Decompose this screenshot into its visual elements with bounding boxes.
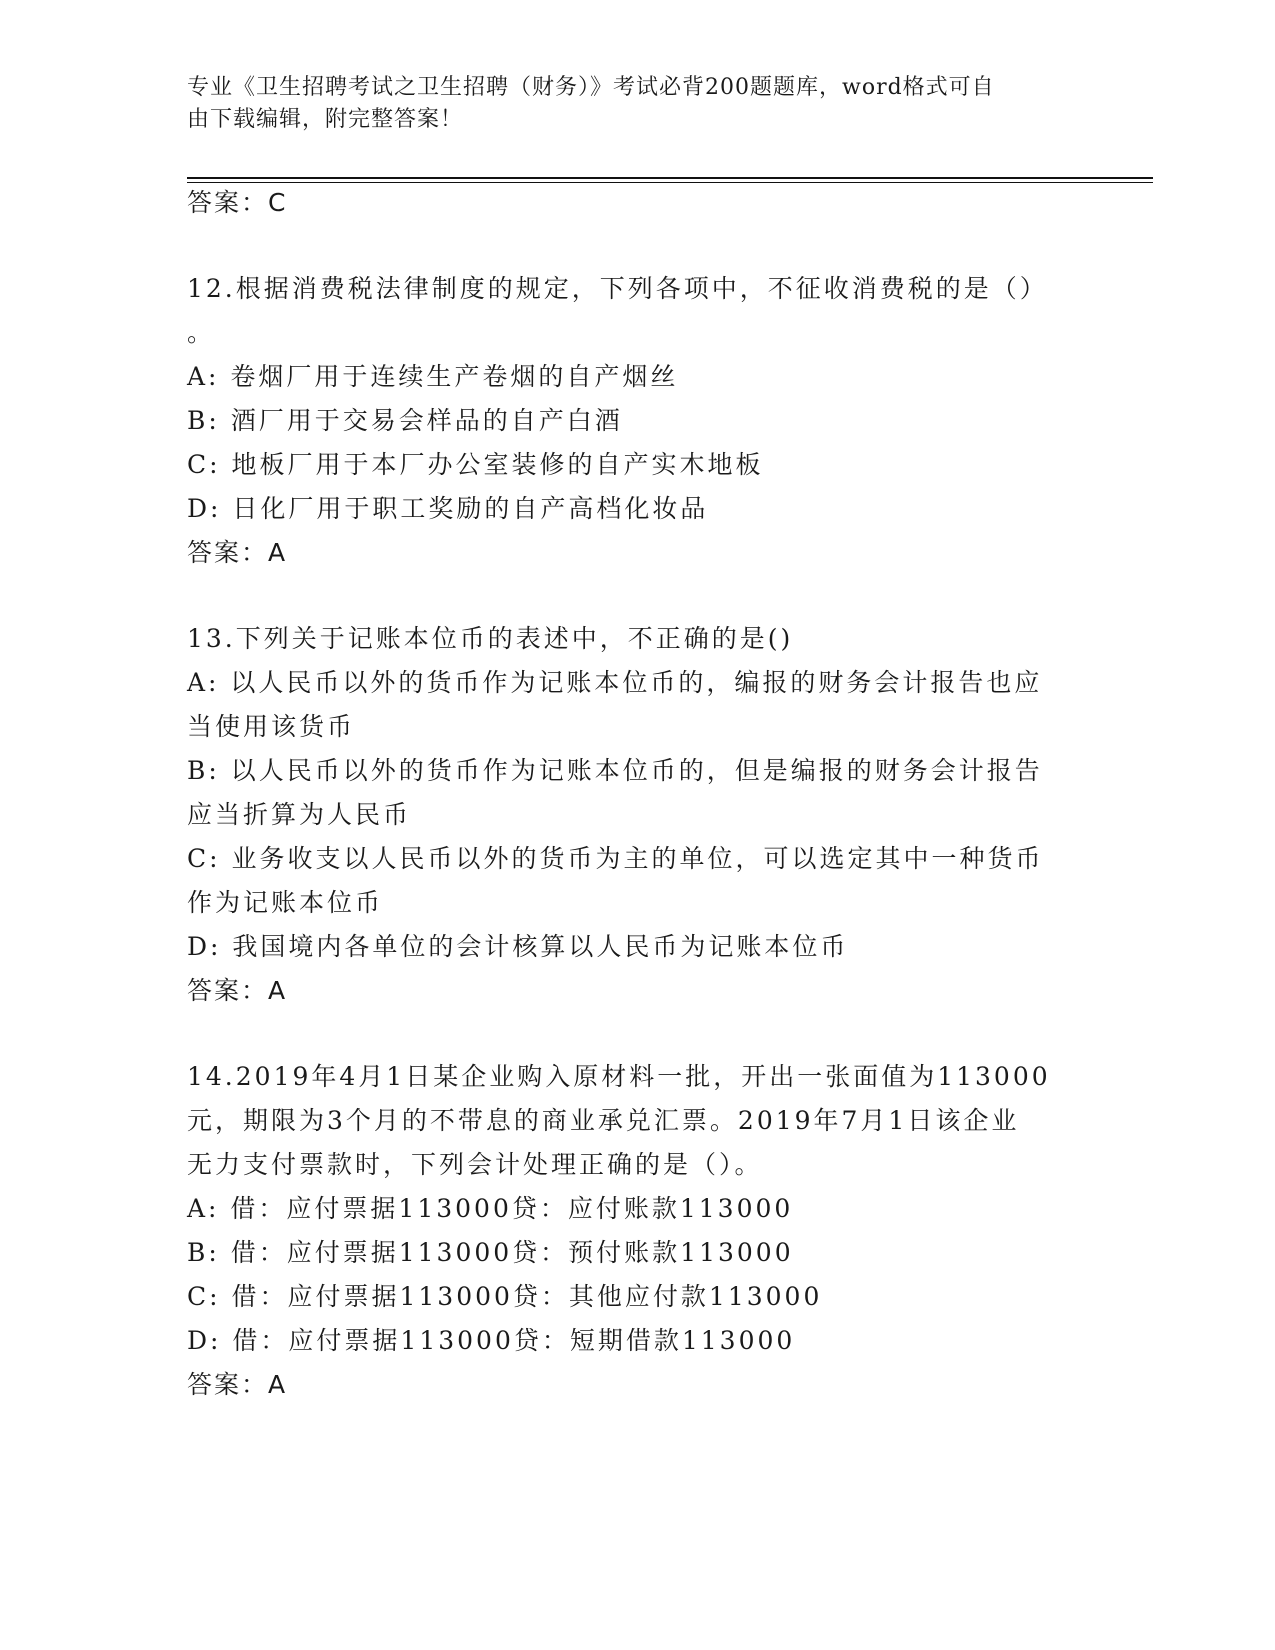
q12-option-b: B: 酒厂用于交易会样品的自产白酒 (187, 406, 623, 435)
header-line-1: 专业《卫生招聘考试之卫生招聘（财务）》考试必背200题题库，word格式可自 (187, 75, 995, 100)
q14-stem-line-3: 无力支付票款时，下列会计处理正确的是（）。 (187, 1150, 763, 1179)
q14-option-d: D: 借：应付票据113000贷：短期借款113000 (187, 1326, 796, 1355)
answer-11: 答案：C (187, 188, 288, 217)
q12-option-c: C: 地板厂用于本厂办公室装修的自产实木地板 (187, 450, 764, 479)
document-header (187, 72, 1067, 136)
q13-option-d: D: 我国境内各单位的会计核算以人民币为记账本位币 (187, 932, 849, 961)
q14-answer: 答案：A (187, 1370, 288, 1399)
header-line-2: 由下载编辑，附完整答案！ (187, 107, 464, 132)
q13-option-b-line-2: 应当折算为人民币 (187, 800, 412, 829)
q13-stem: 13.下列关于记账本位币的表述中，不正确的是() (187, 624, 794, 653)
header-rule-thin (187, 182, 1153, 183)
q13-option-b-line-1: B: 以人民币以外的货币作为记账本位币的，但是编报的财务会计报告 (187, 756, 1043, 785)
q13-option-c-line-1: C: 业务收支以人民币以外的货币为主的单位，可以选定其中一种货币 (187, 844, 1044, 873)
q14-option-c: C: 借：应付票据113000贷：其他应付款113000 (187, 1282, 823, 1311)
q14-option-a: A: 借：应付票据113000贷：应付账款113000 (187, 1194, 794, 1223)
q12-answer: 答案：A (187, 538, 288, 567)
header-rule-thick (187, 177, 1153, 179)
q14-option-b: B: 借：应付票据113000贷：预付账款113000 (187, 1238, 794, 1267)
q13-option-a-line-1: A: 以人民币以外的货币作为记账本位币的，编报的财务会计报告也应 (187, 668, 1043, 697)
q13-option-a-line-2: 当使用该货币 (187, 712, 356, 741)
q14-stem-line-2: 元，期限为3个月的不带息的商业承兑汇票。2019年7月1日该企业 (187, 1106, 1020, 1135)
q13-answer: 答案：A (187, 976, 288, 1005)
q13-option-c-line-2: 作为记账本位币 (187, 888, 384, 917)
q12-option-a: A: 卷烟厂用于连续生产卷烟的自产烟丝 (187, 362, 679, 391)
q12-stem-line-2: 。 (187, 318, 216, 347)
q12-option-d: D: 日化厂用于职工奖励的自产高档化妆品 (187, 494, 709, 523)
q12-stem-line-1: 12.根据消费税法律制度的规定，下列各项中，不征收消费税的是（） (187, 274, 1048, 303)
q14-stem-line-1: 14.2019年4月1日某企业购入原材料一批，开出一张面值为113000 (187, 1062, 1051, 1091)
